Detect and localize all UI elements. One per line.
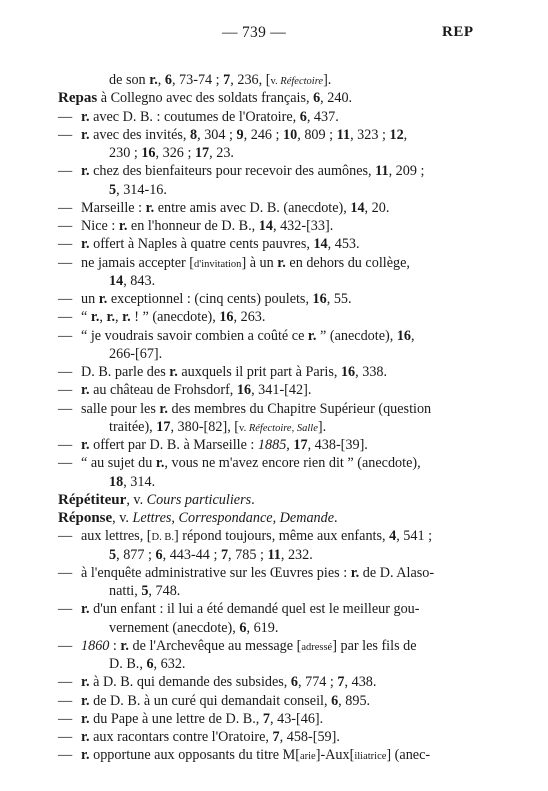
index-line: — r. offert à Naples à quatre cents pauvres, 14, 453. xyxy=(58,236,360,253)
index-line: 266-[67]. xyxy=(109,345,163,362)
index-line: 230 ; 16, 326 ; 17, 23. xyxy=(109,145,234,161)
index-line: — D. B. parle des r. auxquels il prit part à Paris, 16, 338. xyxy=(58,364,388,380)
index-line: — ne jamais accepter [d'invitation] à un r. en dehors du collège, xyxy=(58,254,410,271)
index-line: 5, 877 ; 6, 443-44 ; 7, 785 ; 11, 232. xyxy=(109,546,313,563)
index-line: — 1860 : r. de l'Archevêque au message [adressé] par les fils de xyxy=(58,637,417,654)
index-entries xyxy=(58,71,478,765)
index-line: 5, 314-16. xyxy=(109,181,167,198)
index-line: — r. du Pape à une lettre de D. B., 7, 43-[46]. xyxy=(58,710,324,727)
page-header xyxy=(0,24,548,44)
index-line: — “ je voudrais savoir combien a coûté ce r. ” (anecdote), 16, xyxy=(58,327,415,344)
index-line: — salle pour les r. des membres du Chapitre Supérieur (question xyxy=(58,400,432,417)
index-line: vernement (anecdote), 6, 619. xyxy=(109,619,279,636)
index-line: — r. offert par D. B. à Marseille : 1885, 17, 438-[39]. xyxy=(58,437,368,453)
index-line: Repas à Collegno avec des soldats français, 6, 240. xyxy=(58,90,353,107)
page-number: — 739 — xyxy=(222,24,287,41)
index-line: — r. aux racontars contre l'Oratoire, 7, 458-[59]. xyxy=(58,729,340,745)
index-line: traitée), 17, 380-[82], [v. Réfectoire, Salle]. xyxy=(109,418,327,435)
index-line: — Marseille : r. entre amis avec D. B. (anecdote), 14, 20. xyxy=(58,199,390,216)
index-line: — r. chez des bienfaiteurs pour recevoir des aumônes, 11, 209 ; xyxy=(58,163,425,180)
index-line: — “ au sujet du r., vous ne m'avez encore rien dit ” (anecdote), xyxy=(58,455,421,472)
index-line: Répétiteur, v. Cours particuliers. xyxy=(58,491,255,508)
index-line: — “ r., r., r. ! ” (anecdote), 16, 263. xyxy=(58,309,266,326)
index-line: 14, 843. xyxy=(109,272,156,289)
index-line: — r. opportune aux opposants du titre M[arie]-Aux[iliatrice] (anec- xyxy=(58,747,431,764)
index-line: — r. de D. B. à un curé qui demandait conseil, 6, 895. xyxy=(58,692,371,709)
index-line: — aux lettres, [D. B.] répond toujours, même aux enfants, 4, 541 ; xyxy=(58,528,433,545)
index-line: — r. avec D. B. : coutumes de l'Oratoire, 6, 437. xyxy=(58,108,339,125)
index-line: — r. avec des invités, 8, 304 ; 9, 246 ; 10, 809 ; 11, 323 ; 12, xyxy=(58,126,408,143)
index-line: — r. d'un enfant : il lui a été demandé quel est le meilleur gou- xyxy=(58,601,420,618)
index-line: D. B., 6, 632. xyxy=(109,656,186,672)
index-line: natti, 5, 748. xyxy=(109,583,181,599)
index-line: Réponse, v. Lettres, Correspondance, Demande. xyxy=(58,510,338,526)
index-line: — à l'enquête administrative sur les Œuvres pies : r. de D. Alaso- xyxy=(58,564,435,581)
index-line: de son r., 6, 73-74 ; 7, 236, [v. Réfectoire]. xyxy=(109,72,332,88)
index-line: — r. à D. B. qui demande des subsides, 6, 774 ; 7, 438. xyxy=(58,674,377,691)
index-line: — Nice : r. en l'honneur de D. B., 14, 432-[33]. xyxy=(58,218,334,234)
index-line: 18, 314. xyxy=(109,473,156,490)
index-line: — r. au château de Frohsdorf, 16, 341-[42]. xyxy=(58,382,312,399)
running-head: REP xyxy=(442,24,474,40)
index-line: — un r. exceptionnel : (cinq cents) poulets, 16, 55. xyxy=(58,291,352,307)
